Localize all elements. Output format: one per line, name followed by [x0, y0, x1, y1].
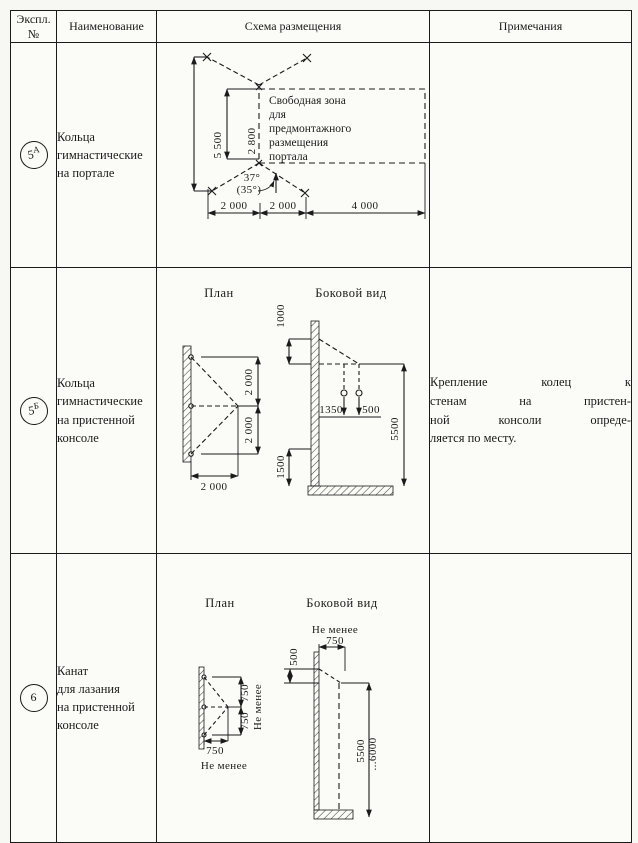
free-zone-line: размещения — [269, 137, 329, 149]
header-exploitation-line2: № — [27, 26, 40, 41]
ring-cable-line — [191, 357, 238, 406]
ring-cable-line — [191, 406, 238, 454]
name-line: Кольца — [57, 376, 95, 391]
wall-hatch-side — [311, 321, 319, 486]
angle-label-35: (35°) — [236, 184, 262, 196]
free-zone-line: предмонтажного — [269, 123, 352, 135]
side-dim-1500: 1500 — [275, 455, 287, 479]
badge-number: 5 — [26, 402, 35, 418]
name-line: консоле — [57, 718, 99, 733]
free-zone-text — [269, 95, 351, 163]
table-row-6 — [11, 554, 632, 843]
climbing-rope-diagram — [157, 554, 429, 837]
free-zone-line: Свободная зона — [269, 95, 346, 107]
notes-cell-empty — [430, 43, 632, 268]
header-row — [11, 11, 632, 43]
equipment-name-cell — [57, 554, 157, 843]
anchor-x-mark — [301, 189, 309, 197]
side-min-label: Не менее — [311, 624, 359, 636]
side-dim-1350: 1350 — [319, 404, 343, 416]
side-dim-5500: 5500 — [355, 739, 367, 763]
console-brace-line — [319, 339, 359, 364]
plan-dim-750-bottom: 750 — [239, 712, 251, 730]
header-exploitation-no — [11, 11, 57, 43]
exploitation-no-cell — [11, 554, 57, 843]
side-view-title: Боковой вид — [315, 286, 387, 300]
equipment-placement-table — [10, 10, 632, 843]
name-line: на пристенной — [57, 412, 135, 427]
plan-title: План — [205, 596, 235, 610]
badge-number: 6 — [30, 690, 37, 704]
gymnastic-ring — [356, 390, 362, 396]
name-line: консоле — [57, 430, 99, 445]
rope-swing-line — [204, 677, 228, 707]
guy-line-upper-right — [259, 58, 307, 85]
angle-label-37: 37° — [243, 172, 261, 184]
note-line: ляется по месту. — [430, 431, 517, 446]
console-brace-line — [319, 669, 341, 683]
scheme-cell-climbing-rope — [157, 554, 430, 843]
equipment-name-cell — [57, 268, 157, 554]
base-dim-2000-b: 2 000 — [269, 200, 297, 212]
plan-dim-750-base: 750 — [206, 745, 224, 757]
item-number-badge — [18, 139, 50, 171]
equipment-name-cell — [57, 43, 157, 268]
anchor-x-mark — [303, 54, 311, 62]
free-zone-line: для — [269, 109, 286, 121]
dim-label-5500: 5 500 — [212, 131, 224, 159]
notes-cell-empty — [430, 554, 632, 843]
side-dim-5500: 5500 — [389, 417, 401, 441]
item-number-badge — [20, 684, 48, 712]
exploitation-no-cell — [11, 268, 57, 554]
plan-dim-2000-top: 2 000 — [243, 368, 255, 396]
wall-console-rings-diagram — [157, 268, 429, 548]
side-view-title: Боковой вид — [306, 596, 378, 610]
scheme-cell-portal — [157, 43, 430, 268]
exploitation-no-cell — [11, 43, 57, 268]
item-number-badge — [18, 395, 50, 427]
note-line: стенам на пристен- — [430, 393, 631, 408]
guy-line-upper-left — [207, 57, 259, 85]
base-dim-2000-a: 2 000 — [220, 200, 248, 212]
header-name: Наименование — [57, 11, 157, 43]
header-scheme: Схема размещения — [157, 11, 430, 43]
gymnastic-ring — [341, 390, 347, 396]
wall-hatch-side — [314, 652, 319, 810]
name-line: для лазания — [57, 681, 120, 696]
rope-swing-line — [204, 707, 228, 735]
side-dim-500: 500 — [288, 648, 300, 666]
note-line: ной консоли опреде- — [430, 412, 631, 427]
side-dim-500: 500 — [362, 404, 380, 416]
side-dim-6000: ...6000 — [367, 737, 379, 771]
name-line: на пристенной — [57, 700, 135, 714]
plan-min-label-bottom: Не менее — [200, 760, 248, 772]
badge-suffix: Б — [32, 399, 40, 411]
plan-title: План — [204, 286, 234, 300]
badge-number: 5 — [26, 147, 35, 162]
plan-min-label-vertical: Не менее — [252, 683, 264, 731]
name-line: Кольца — [57, 129, 95, 144]
header-exploitation-line1: Экспл. — [16, 11, 51, 26]
header-notes: Примечания — [430, 11, 632, 43]
plan-dim-750-top: 750 — [239, 684, 251, 702]
dim-label-2800: 2 800 — [246, 127, 258, 155]
note-line: Крепление колец к — [430, 375, 631, 389]
guy-line-lower-right — [259, 163, 305, 193]
base-dim-4000: 4 000 — [351, 200, 379, 212]
notes-cell — [430, 268, 632, 554]
side-dim-1000: 1000 — [275, 304, 287, 328]
side-dim-750: 750 — [326, 635, 344, 647]
name-line: гимнастические — [57, 147, 143, 162]
name-line: на портале — [57, 166, 115, 181]
floor-hatch — [314, 810, 353, 819]
table-row-5b — [11, 268, 632, 554]
plan-dim-2000-bottom: 2 000 — [243, 416, 255, 444]
free-zone-line: портала — [269, 151, 308, 163]
floor-hatch — [308, 486, 393, 495]
table-row-5a — [11, 43, 632, 268]
portal-rings-diagram — [157, 43, 429, 262]
name-line: гимнастические — [57, 394, 143, 409]
name-line: Канат — [57, 663, 89, 678]
scheme-cell-wall-console-rings — [157, 268, 430, 554]
badge-suffix: А — [31, 144, 40, 156]
plan-dim-2000-base: 2 000 — [200, 481, 228, 493]
